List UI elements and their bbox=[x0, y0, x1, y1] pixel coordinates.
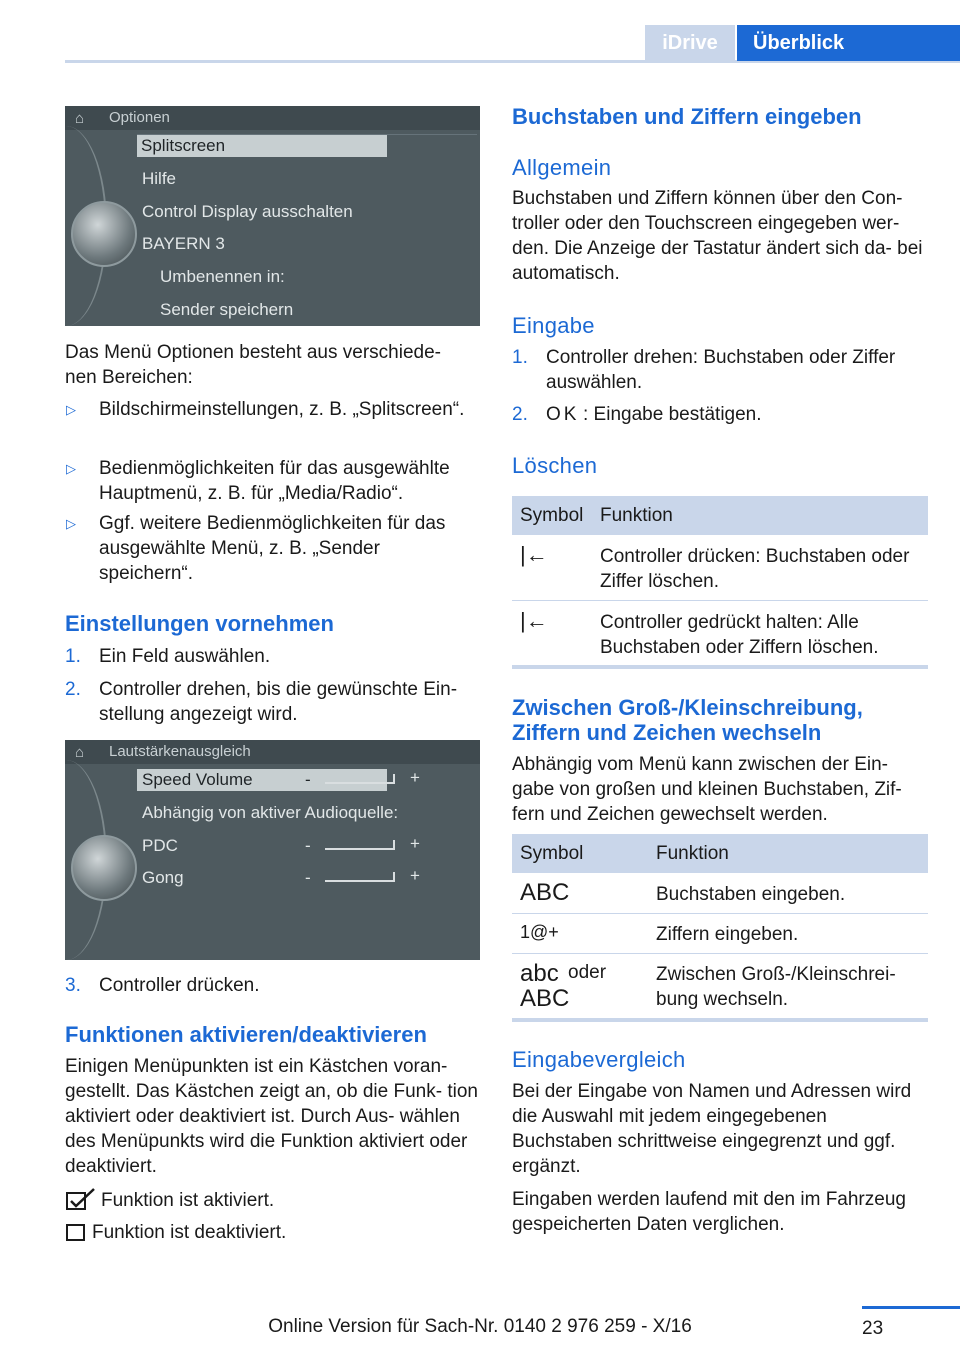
checkbox-unchecked-icon bbox=[66, 1224, 86, 1242]
table1-row-text: Controller drücken: Buchstaben oder Ziffer löschen. bbox=[600, 546, 910, 592]
heading-buchstaben: Buchstaben und Ziffern eingeben bbox=[512, 104, 862, 129]
bullet-text: Bildschirmeinstellungen, z. B. „Splitscreen“. bbox=[99, 399, 465, 420]
heading-funktionen: Funktionen aktivieren/deaktivieren bbox=[65, 1022, 427, 1047]
table1-col-funktion: Funktion bbox=[600, 505, 673, 526]
menu-item-splitscreen[interactable]: Splitscreen bbox=[141, 136, 226, 155]
table-row-divider bbox=[512, 600, 928, 601]
menu-item-sender-speichern[interactable]: Sender speichern bbox=[160, 300, 294, 319]
step-text: Controller drücken. bbox=[99, 975, 260, 996]
heading-allgemein: Allgemein bbox=[512, 155, 612, 180]
table-row-divider bbox=[512, 913, 928, 914]
home-icon: ⌂ bbox=[75, 744, 85, 761]
optionen-screenshot bbox=[65, 106, 480, 326]
plus-icon[interactable]: + bbox=[410, 768, 420, 787]
minus-icon[interactable]: - bbox=[305, 868, 311, 887]
vergleich-paragraph-1: Bei der Eingabe von Namen und Adressen wird die Auswahl mit jedem eingegebenen Buchstaben schrittweise eingegrenzt und ggf. ergänzt. bbox=[512, 1081, 912, 1177]
step-text: Ein Feld auswählen. bbox=[99, 646, 271, 667]
menu-item-hilfe[interactable]: Hilfe bbox=[142, 169, 177, 188]
unchecked-label: Funktion ist deaktiviert. bbox=[92, 1222, 287, 1243]
slider-tick bbox=[393, 840, 395, 850]
table-row-divider bbox=[512, 953, 928, 954]
ok-icon: OK bbox=[546, 404, 580, 425]
header-tab-idrive[interactable]: iDrive bbox=[645, 25, 735, 61]
screen-title: Lautstärkenausgleich bbox=[109, 743, 251, 760]
menu-item-speed-volume[interactable]: Speed Volume bbox=[142, 770, 253, 789]
table2-row-text: Ziffern eingeben. bbox=[656, 924, 799, 945]
table1-row-text: Controller gedrückt halten: Alle Buchstaben oder Ziffern löschen. bbox=[600, 612, 879, 658]
minus-icon[interactable]: - bbox=[305, 770, 311, 789]
wechseln-paragraph: Abhängig vom Menü kann zwischen der Ein‐ gabe von großen und kleinen Buchstaben, Zif‐ fern und Zeichen gewechselt werden. bbox=[512, 754, 902, 825]
menu-item-audioquelle: Abhängig von aktiver Audioquelle: bbox=[142, 803, 399, 822]
table2-row-text: Buchstaben eingeben. bbox=[656, 884, 846, 905]
footer-text: Online Version für Sach-Nr. 0140 2 976 259 - X/16 bbox=[268, 1316, 692, 1337]
heading-wechseln: Zwischen Groß-/Kleinschreibung, Ziffern und Zeichen wechseln bbox=[512, 695, 863, 745]
table2-row-text: Zwischen Groß-/Kleinschrei‐ bung wechseln. bbox=[656, 964, 896, 1010]
abc-uppercase-icon: ABC bbox=[520, 985, 570, 1012]
menu-item-control-display[interactable]: Control Display ausschalten bbox=[142, 202, 353, 221]
plus-icon[interactable]: + bbox=[410, 866, 420, 885]
step-number: 2. bbox=[512, 404, 528, 425]
slider-tick bbox=[393, 872, 395, 882]
funktionen-paragraph: Einigen Menüpunkten ist ein Kästchen voran‐ gestellt. Das Kästchen zeigt an, ob die Funk‐ tion aktiviert oder deaktiviert ist. Durch Aus‐ wählen des Menüpunkts wird die Funktion aktiviert oder deaktiviert. bbox=[65, 1056, 478, 1177]
page-number: 23 bbox=[862, 1318, 884, 1339]
step-number: 3. bbox=[65, 975, 81, 996]
checked-label: Funktion ist aktiviert. bbox=[101, 1190, 275, 1211]
step-number: 1. bbox=[65, 646, 81, 667]
page-number-rule bbox=[862, 1306, 960, 1309]
table2-col-funktion: Funktion bbox=[656, 843, 729, 864]
menu-item-station: BAYERN 3 bbox=[142, 234, 225, 253]
step-text: : Eingabe bestätigen. bbox=[583, 404, 762, 425]
minus-icon[interactable]: - bbox=[305, 836, 311, 855]
home-icon: ⌂ bbox=[75, 110, 85, 127]
bullet-text: Bedienmöglichkeiten für das ausgewählte Hauptmenü, z. B. für „Media/Radio“. bbox=[99, 458, 450, 504]
table-end-rule bbox=[512, 665, 928, 669]
bullet-triangle-icon: ▷ bbox=[66, 516, 76, 531]
controller-knob-icon bbox=[71, 835, 137, 901]
menu-item-gong[interactable]: Gong bbox=[142, 868, 184, 887]
abc-lowercase-icon: abc bbox=[520, 960, 559, 987]
backspace-icon: |← bbox=[520, 542, 548, 567]
step-number: 1. bbox=[512, 347, 528, 368]
menu-item-pdc[interactable]: PDC bbox=[142, 836, 178, 855]
controller-knob-icon bbox=[71, 201, 137, 267]
volume-slider[interactable] bbox=[325, 774, 395, 784]
bullet-text: Ggf. weitere Bedienmöglichkeiten für das ausgewählte Menü, z. B. „Sender speichern“. bbox=[99, 513, 446, 584]
header-tab-ueberblick[interactable]: Überblick bbox=[737, 25, 960, 61]
heading-einstellungen: Einstellungen vornehmen bbox=[65, 611, 334, 636]
allgemein-paragraph: Buchstaben und Ziffern können über den Con‐ troller oder den Touchscreen eingegeben wer‐ den. Die Anzeige der Tastatur ändert sich da‐ bei automatisch. bbox=[512, 188, 923, 284]
heading-loeschen: Löschen bbox=[512, 453, 598, 478]
table-end-rule bbox=[512, 1018, 928, 1022]
table2-col-symbol: Symbol bbox=[520, 843, 584, 864]
abc-uppercase-icon: ABC bbox=[520, 879, 570, 906]
table1-col-symbol: Symbol bbox=[520, 505, 584, 526]
backspace-icon: |← bbox=[520, 608, 548, 633]
pdc-slider[interactable] bbox=[325, 840, 395, 850]
slider-tick bbox=[393, 774, 395, 784]
bullet-triangle-icon: ▷ bbox=[66, 402, 76, 417]
screen-title: Optionen bbox=[109, 109, 170, 126]
plus-icon[interactable]: + bbox=[410, 834, 420, 853]
digits-icon: 1@+ bbox=[520, 922, 559, 942]
step-number: 2. bbox=[65, 679, 81, 700]
oder-label: oder bbox=[568, 962, 607, 983]
optionen-intro: Das Menü Optionen besteht aus verschiede‐ nen Bereichen: bbox=[65, 342, 441, 388]
vergleich-paragraph-2: Eingaben werden laufend mit den im Fahrzeug gespeicherten Daten verglichen. bbox=[512, 1189, 906, 1235]
heading-eingabevergleich: Eingabevergleich bbox=[512, 1047, 686, 1072]
gong-slider[interactable] bbox=[325, 872, 395, 882]
lautstaerke-screenshot bbox=[65, 740, 480, 960]
checkbox-checked-icon bbox=[66, 1187, 96, 1211]
heading-eingabe: Eingabe bbox=[512, 313, 595, 338]
menu-item-umbenennen[interactable]: Umbenennen in: bbox=[160, 267, 285, 286]
step-text: Controller drehen, bis die gewünschte Ein‐ stellung angezeigt wird. bbox=[99, 679, 458, 725]
step-text: Controller drehen: Buchstaben oder Ziffer auswählen. bbox=[546, 347, 896, 393]
bullet-triangle-icon: ▷ bbox=[66, 461, 76, 476]
